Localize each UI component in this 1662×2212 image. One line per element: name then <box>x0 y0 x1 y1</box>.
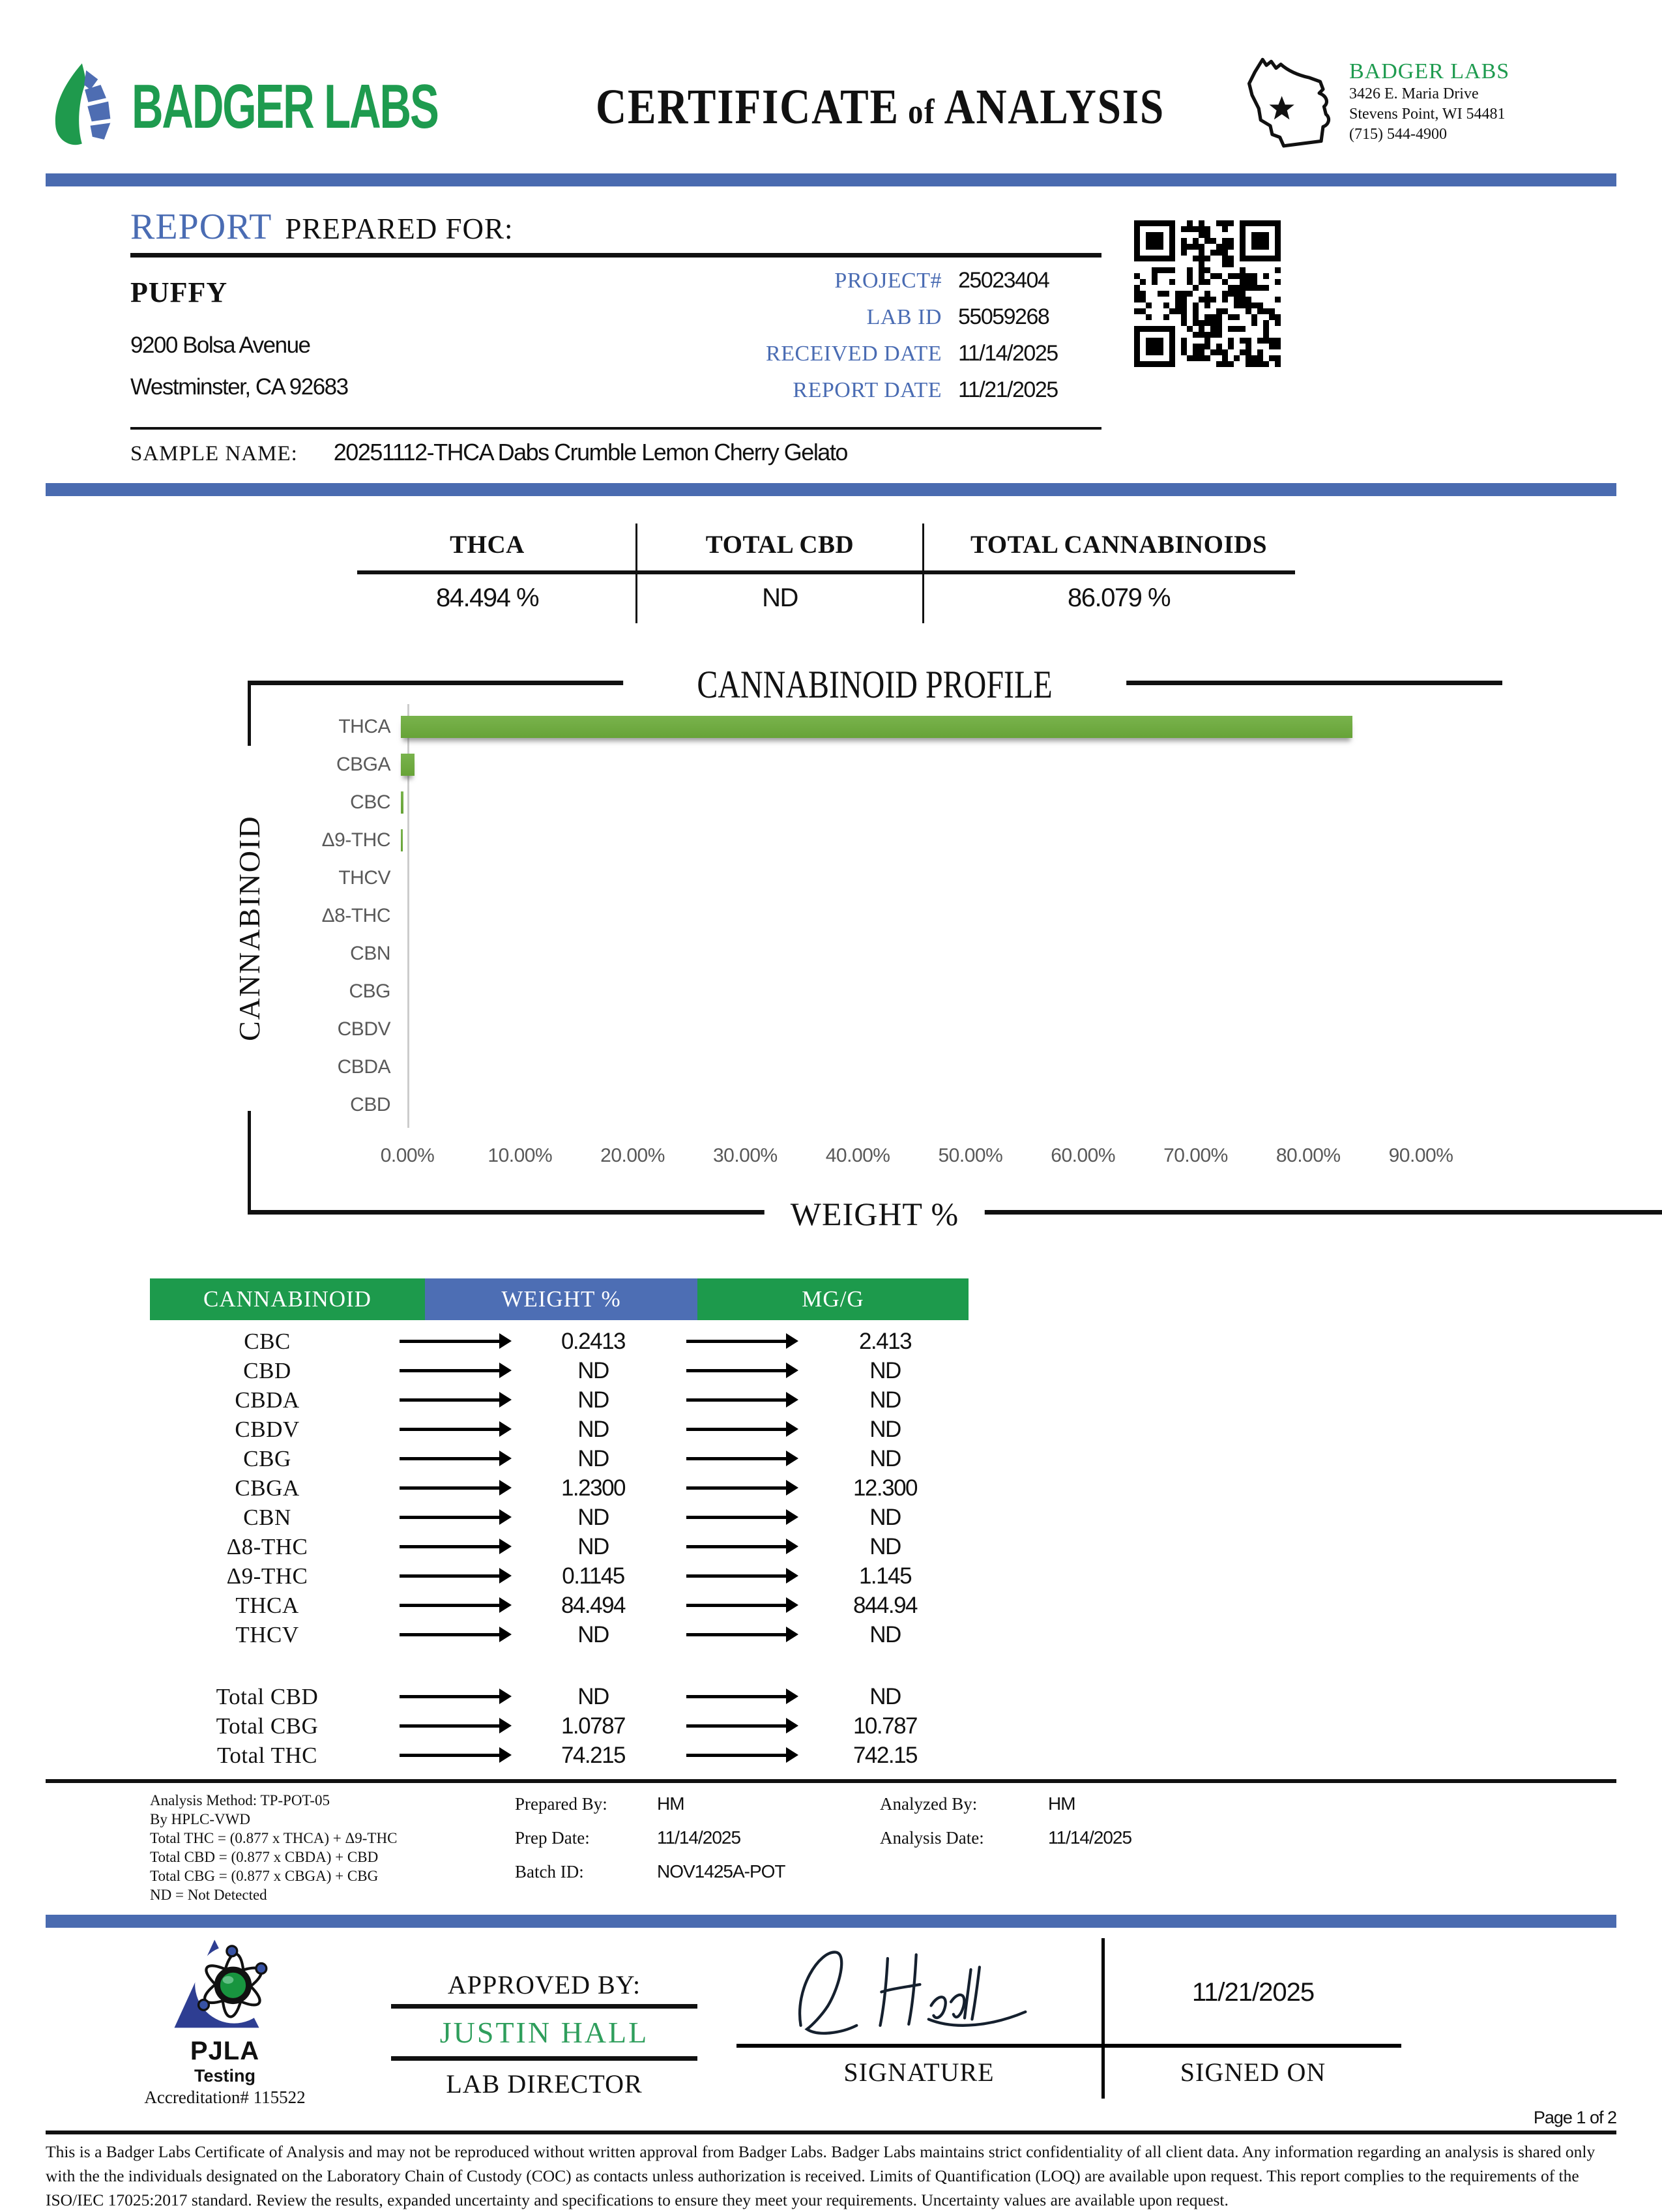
logo-wordmark: BADGER LABS <box>132 72 438 141</box>
chart-bar-area <box>401 821 1414 859</box>
chart-row <box>254 708 1421 746</box>
title-part-1: CERTIFICATE <box>595 79 899 134</box>
approved-by-block <box>391 1969 697 2099</box>
table-cell-mgg: ND <box>869 1504 901 1530</box>
table-cell-mgg: 10.787 <box>853 1713 918 1739</box>
prep-date-value: 11/14/2025 <box>657 1827 741 1848</box>
chart-x-tick: 90.00% <box>1388 1145 1453 1166</box>
signature-scribble-icon <box>782 1931 1043 2052</box>
table-cell-name: Total CBG <box>216 1713 319 1739</box>
report-heading <box>130 206 1616 248</box>
method-note-line: By HPLC-VWD <box>150 1811 250 1827</box>
fields-rule <box>130 427 1101 430</box>
page-number: Page 1 of 2 <box>1533 2108 1616 2127</box>
report-field-row <box>587 304 1108 341</box>
table-cell-weight: ND <box>577 1504 609 1530</box>
table-cell-weight: ND <box>577 1683 609 1709</box>
right-arrow-icon <box>400 1457 501 1460</box>
right-arrow-icon <box>400 1340 501 1343</box>
lab-address-2: Stevens Point, WI 54481 <box>1349 105 1506 123</box>
chart-bar-area <box>401 973 1414 1010</box>
chart-bar-area <box>401 859 1414 897</box>
right-arrow-icon <box>686 1574 787 1578</box>
right-arrow-icon <box>400 1754 501 1757</box>
chart-category-label: CBGA <box>336 754 390 775</box>
report-field-row <box>587 268 1108 304</box>
signed-on-block <box>1101 1938 1401 2099</box>
approved-rule-2 <box>391 2056 697 2061</box>
arrow-cell <box>385 1545 515 1548</box>
chart-x-axis-label: WEIGHT % <box>765 1195 985 1233</box>
cannabinoid-table <box>150 1278 969 1770</box>
table-cell-mgg: 1.145 <box>858 1563 912 1589</box>
right-arrow-icon <box>686 1604 787 1607</box>
chart-row <box>254 1086 1421 1124</box>
badger-labs-logo <box>46 61 528 154</box>
table-cell-mgg: ND <box>869 1445 901 1471</box>
table-cell-mgg: ND <box>869 1357 901 1383</box>
chart-title: CANNABINOID PROFILE <box>623 662 1126 707</box>
summary-label: THCA <box>450 531 525 559</box>
right-arrow-icon <box>686 1486 787 1490</box>
right-arrow-icon <box>400 1695 501 1698</box>
approver-role: LAB DIRECTOR <box>446 2069 643 2099</box>
approved-by-label: APPROVED BY: <box>447 1970 641 1999</box>
arrow-cell <box>671 1724 802 1728</box>
table-header-weight: WEIGHT % <box>425 1278 697 1320</box>
table-cell-mgg: ND <box>869 1387 901 1413</box>
arrow-cell <box>671 1398 802 1402</box>
pjla-logo-icon <box>143 2024 306 2035</box>
right-arrow-icon <box>400 1604 501 1607</box>
table-cell-weight: ND <box>577 1533 609 1559</box>
lab-address-block <box>1232 53 1616 162</box>
approver-name: JUSTIN HALL <box>439 2016 649 2049</box>
chart-x-ticks <box>254 1145 1453 1171</box>
chart-bar <box>401 791 403 814</box>
table-header-cannabinoid: CANNABINOID <box>150 1278 425 1320</box>
signed-date-line <box>1105 1941 1401 2048</box>
summary-label: TOTAL CANNABINOIDS <box>970 531 1268 559</box>
right-arrow-icon <box>400 1724 501 1728</box>
chart-x-tick: 40.00% <box>825 1145 890 1166</box>
table-gap <box>150 1649 969 1675</box>
table-cell-name: CBGA <box>235 1475 300 1501</box>
summary-table <box>339 524 1313 623</box>
table-cell-weight: 74.215 <box>561 1742 626 1768</box>
summary-value: ND <box>762 583 798 612</box>
right-arrow-icon <box>686 1545 787 1548</box>
arrow-cell <box>671 1695 802 1698</box>
table-row <box>150 1473 969 1503</box>
chart-category-label: THCV <box>338 867 390 889</box>
arrow-cell <box>671 1486 802 1490</box>
arrow-cell <box>385 1695 515 1698</box>
report-heading-word: REPORT <box>130 207 272 247</box>
table-header <box>150 1278 969 1320</box>
table-cell-name: CBDA <box>235 1387 300 1413</box>
disclaimer-text: This is a Badger Labs Certificate of Analysis and may not be reproduced without written approval from Badger Labs. Badger Labs maintains strict confidentiality of all client data. Any information regarding an analysis is shared only with the the individuals designated on the Laboratory Chain of Custody (COC) as contacts unless authorization is received. Limits of Quantification (LOQ) are available upon request. This report complies to the requirements of the ISO/IEC 17025:2017 standard. Review the results, expanded uncertainty and specifications to ensure they meet your requirements. Uncertainty values are available upon request. <box>46 2142 1596 2209</box>
sample-name-label: SAMPLE NAME: <box>130 442 298 465</box>
chart-x-tick: 10.00% <box>488 1145 553 1166</box>
lab-phone: (715) 544-4900 <box>1349 125 1447 143</box>
chart-category-label: CBD <box>350 1094 390 1115</box>
field-value: 11/14/2025 <box>958 341 1058 366</box>
pjla-sub: Testing <box>194 2066 255 2086</box>
right-arrow-icon <box>686 1340 787 1343</box>
table-cell-weight: ND <box>577 1387 609 1413</box>
report-field-row <box>587 377 1108 414</box>
analysis-date-label: Analysis Date: <box>880 1828 984 1848</box>
arrow-cell <box>671 1340 802 1343</box>
report-heading-rest: PREPARED FOR: <box>285 213 514 245</box>
chart-row <box>254 1048 1421 1086</box>
chart-x-tick: 80.00% <box>1276 1145 1341 1166</box>
right-arrow-icon <box>686 1633 787 1636</box>
arrow-cell <box>671 1633 802 1636</box>
arrow-cell <box>385 1398 515 1402</box>
report-section <box>130 206 1616 471</box>
sample-name-row <box>130 439 1616 471</box>
chart-row <box>254 746 1421 784</box>
sample-name-value: 20251112-THCA Dabs Crumble Lemon Cherry Gelato <box>333 439 847 465</box>
table-cell-weight: ND <box>577 1357 609 1383</box>
table-cell-weight: ND <box>577 1416 609 1442</box>
table-row <box>150 1741 969 1770</box>
table-cell-name: CBD <box>243 1357 291 1383</box>
analyzed-by-value: HM <box>1048 1793 1075 1814</box>
table-cell-name: CBG <box>243 1445 291 1471</box>
document-title <box>528 79 1232 136</box>
chart-category-label: Δ9-THC <box>321 829 390 851</box>
field-value: 25023404 <box>958 268 1049 293</box>
arrow-cell <box>671 1516 802 1519</box>
table-row <box>150 1415 969 1444</box>
right-arrow-icon <box>686 1457 787 1460</box>
table-cell-weight: 1.0787 <box>561 1713 626 1739</box>
chart-bar-area <box>401 1010 1414 1048</box>
right-arrow-icon <box>400 1545 501 1548</box>
lab-name: BADGER LABS <box>1349 59 1510 83</box>
right-arrow-icon <box>686 1724 787 1728</box>
chart-row <box>254 859 1421 897</box>
right-arrow-icon <box>686 1695 787 1698</box>
table-cell-mgg: ND <box>869 1621 901 1647</box>
arrow-cell <box>385 1428 515 1431</box>
arrow-cell <box>671 1369 802 1372</box>
footer-rule <box>46 2131 1616 2134</box>
qr-code <box>1134 220 1281 367</box>
table-cell-mgg: 2.413 <box>858 1328 912 1354</box>
chart-x-tick: 60.00% <box>1051 1145 1116 1166</box>
table-cell-name: CBDV <box>235 1416 300 1442</box>
analysis-date-value: 11/14/2025 <box>1048 1827 1132 1848</box>
table-row <box>150 1532 969 1561</box>
table-cell-mgg: 12.300 <box>853 1475 918 1501</box>
method-note-line: Total CBD = (0.877 x CBDA) + CBD <box>150 1849 379 1865</box>
arrow-cell <box>385 1574 515 1578</box>
pjla-accreditation: Accreditation# 115522 <box>144 2087 306 2107</box>
chart-row <box>254 973 1421 1010</box>
pjla-accreditation-block <box>117 1934 332 2108</box>
chart-category-label: CBG <box>349 981 390 1002</box>
chart-category-label: CBC <box>350 791 390 813</box>
method-note-line: Analysis Method: TP-POT-05 <box>150 1792 330 1808</box>
table-cell-name: THCV <box>235 1621 299 1647</box>
table-row <box>150 1591 969 1620</box>
table-totals <box>150 1682 969 1770</box>
table-cell-name: Δ8-THC <box>226 1533 308 1559</box>
divider-bar-2 <box>46 483 1616 496</box>
prepared-by-value: HM <box>657 1793 684 1814</box>
chart-bar-area <box>401 1086 1414 1124</box>
chart-category-label: CBN <box>350 943 390 964</box>
method-note-line: Total THC = (0.877 x THCA) + Δ9-THC <box>150 1830 398 1846</box>
table-cell-mgg: ND <box>869 1683 901 1709</box>
table-row <box>150 1620 969 1649</box>
arrow-cell <box>385 1369 515 1372</box>
client-block <box>130 268 587 414</box>
chart-bar-area <box>401 746 1414 784</box>
table-row <box>150 1385 969 1415</box>
footnotes <box>150 1791 1616 1904</box>
right-arrow-icon <box>686 1398 787 1402</box>
approval-section <box>46 1938 1616 2106</box>
chart-plot-area <box>254 708 1421 1124</box>
right-arrow-icon <box>400 1516 501 1519</box>
prep-notes <box>515 1791 880 1904</box>
signature-block <box>736 1938 1101 2087</box>
signed-date: 11/21/2025 <box>1191 1977 1315 2007</box>
chart-x-tick: 0.00% <box>380 1145 435 1166</box>
prepared-by-label: Prepared By: <box>515 1794 607 1814</box>
chart-bar-area <box>401 935 1414 973</box>
client-name: PUFFY <box>130 276 228 308</box>
arrow-cell <box>385 1604 515 1607</box>
prep-date-label: Prep Date: <box>515 1828 590 1848</box>
field-label: LAB ID <box>866 305 942 329</box>
approved-rule-1 <box>391 2004 697 2009</box>
batch-id-label: Batch ID: <box>515 1862 584 1881</box>
title-of: of <box>899 91 944 131</box>
table-cell-mgg: ND <box>869 1416 901 1442</box>
right-arrow-icon <box>400 1486 501 1490</box>
method-notes <box>150 1791 515 1904</box>
table-row <box>150 1682 969 1711</box>
table-row <box>150 1561 969 1591</box>
chart-category-label: Δ8-THC <box>321 905 390 926</box>
table-cell-name: CBC <box>244 1328 291 1354</box>
right-arrow-icon <box>400 1428 501 1431</box>
field-value: 11/21/2025 <box>958 377 1058 402</box>
chart-x-tick: 50.00% <box>938 1145 1003 1166</box>
lab-address-1: 3426 E. Maria Drive <box>1349 85 1479 102</box>
chart-row <box>254 821 1421 859</box>
right-arrow-icon <box>400 1633 501 1636</box>
chart-bar-area <box>401 1048 1414 1086</box>
leaf-icon <box>46 61 123 154</box>
pjla-name: PJLA <box>190 2037 260 2065</box>
header <box>46 0 1616 156</box>
chart-x-tick: 30.00% <box>712 1145 778 1166</box>
field-label: RECEIVED DATE <box>766 342 942 366</box>
right-arrow-icon <box>686 1516 787 1519</box>
right-arrow-icon <box>686 1428 787 1431</box>
arrow-cell <box>385 1340 515 1343</box>
chart-y-axis-label: CANNABINOID <box>231 746 268 1111</box>
field-value: 55059268 <box>958 304 1049 329</box>
title-part-2: ANALYSIS <box>944 79 1165 134</box>
report-field-row <box>587 341 1108 377</box>
divider-bar-bottom <box>46 1915 1616 1928</box>
chart-bar-area <box>401 897 1414 935</box>
arrow-cell <box>385 1633 515 1636</box>
table-header-mgg: MG/G <box>697 1278 969 1320</box>
table-cell-name: Total THC <box>216 1742 318 1768</box>
client-address-2: Westminster, CA 92683 <box>130 374 348 400</box>
divider-bar-top <box>46 173 1616 186</box>
arrow-cell <box>385 1516 515 1519</box>
table-row <box>150 1711 969 1741</box>
arrow-cell <box>385 1754 515 1757</box>
chart-row <box>254 897 1421 935</box>
table-cell-weight: 1.2300 <box>561 1475 626 1501</box>
field-label: PROJECT# <box>834 269 942 293</box>
chart-bar <box>401 754 415 776</box>
right-arrow-icon <box>400 1574 501 1578</box>
table-bottom-rule <box>46 1779 1616 1783</box>
summary-label: TOTAL CBD <box>705 531 854 559</box>
signature-label: SIGNATURE <box>843 2057 995 2087</box>
right-arrow-icon <box>400 1369 501 1372</box>
table-cell-name: CBN <box>243 1504 291 1530</box>
report-fields <box>587 268 1108 414</box>
chart-row <box>254 784 1421 821</box>
cannabinoid-profile-chart <box>233 661 1662 1238</box>
summary-rule <box>357 570 1295 574</box>
table-cell-weight: ND <box>577 1445 609 1471</box>
right-arrow-icon <box>686 1754 787 1757</box>
chart-bar <box>401 829 403 851</box>
chart-x-tick: 70.00% <box>1163 1145 1228 1166</box>
heading-rule <box>130 253 1101 258</box>
chart-category-label: CBDA <box>337 1056 390 1078</box>
table-cell-mgg: 844.94 <box>853 1592 918 1618</box>
chart-bar-area <box>401 708 1414 746</box>
table-row <box>150 1327 969 1356</box>
wisconsin-map-icon <box>1232 53 1341 162</box>
chart-row <box>254 935 1421 973</box>
summary-value: 84.494 % <box>435 583 539 612</box>
analysis-notes <box>880 1791 1131 1904</box>
table-row <box>150 1356 969 1385</box>
right-arrow-icon <box>400 1398 501 1402</box>
client-address-1: 9200 Bolsa Avenue <box>130 332 310 358</box>
signed-on-label: SIGNED ON <box>1180 2057 1326 2087</box>
table-cell-weight: 0.1145 <box>562 1563 624 1589</box>
arrow-cell <box>671 1457 802 1460</box>
table-cell-mgg: 742.15 <box>853 1742 918 1768</box>
arrow-cell <box>385 1724 515 1728</box>
arrow-cell <box>385 1457 515 1460</box>
arrow-cell <box>671 1754 802 1757</box>
arrow-cell <box>385 1486 515 1490</box>
field-label: REPORT DATE <box>793 378 942 402</box>
arrow-cell <box>671 1545 802 1548</box>
table-row <box>150 1503 969 1532</box>
analyzed-by-label: Analyzed By: <box>880 1794 978 1814</box>
table-cell-name: Δ9-THC <box>226 1563 308 1589</box>
chart-x-tick: 20.00% <box>600 1145 665 1166</box>
method-note-line: ND = Not Detected <box>150 1887 267 1903</box>
right-arrow-icon <box>686 1369 787 1372</box>
chart-category-label: CBDV <box>337 1018 390 1040</box>
method-note-line: Total CBG = (0.877 x CBGA) + CBG <box>150 1868 379 1884</box>
table-row <box>150 1444 969 1473</box>
table-cell-name: THCA <box>235 1592 299 1618</box>
arrow-cell <box>671 1574 802 1578</box>
chart-bar <box>401 716 1352 738</box>
summary-value: 86.079 % <box>1067 583 1171 612</box>
chart-row <box>254 1010 1421 1048</box>
chart-category-label: THCA <box>338 716 390 737</box>
table-cell-name: Total CBD <box>216 1683 319 1709</box>
arrow-cell <box>671 1604 802 1607</box>
table-cell-weight: ND <box>577 1621 609 1647</box>
signature-line <box>736 1938 1101 2048</box>
table-cell-weight: 0.2413 <box>561 1328 626 1354</box>
table-cell-weight: 84.494 <box>561 1592 626 1618</box>
table-cell-mgg: ND <box>869 1533 901 1559</box>
batch-id-value: NOV1425A-POT <box>657 1861 785 1881</box>
table-body <box>150 1327 969 1649</box>
arrow-cell <box>671 1428 802 1431</box>
chart-bar-area <box>401 784 1414 821</box>
